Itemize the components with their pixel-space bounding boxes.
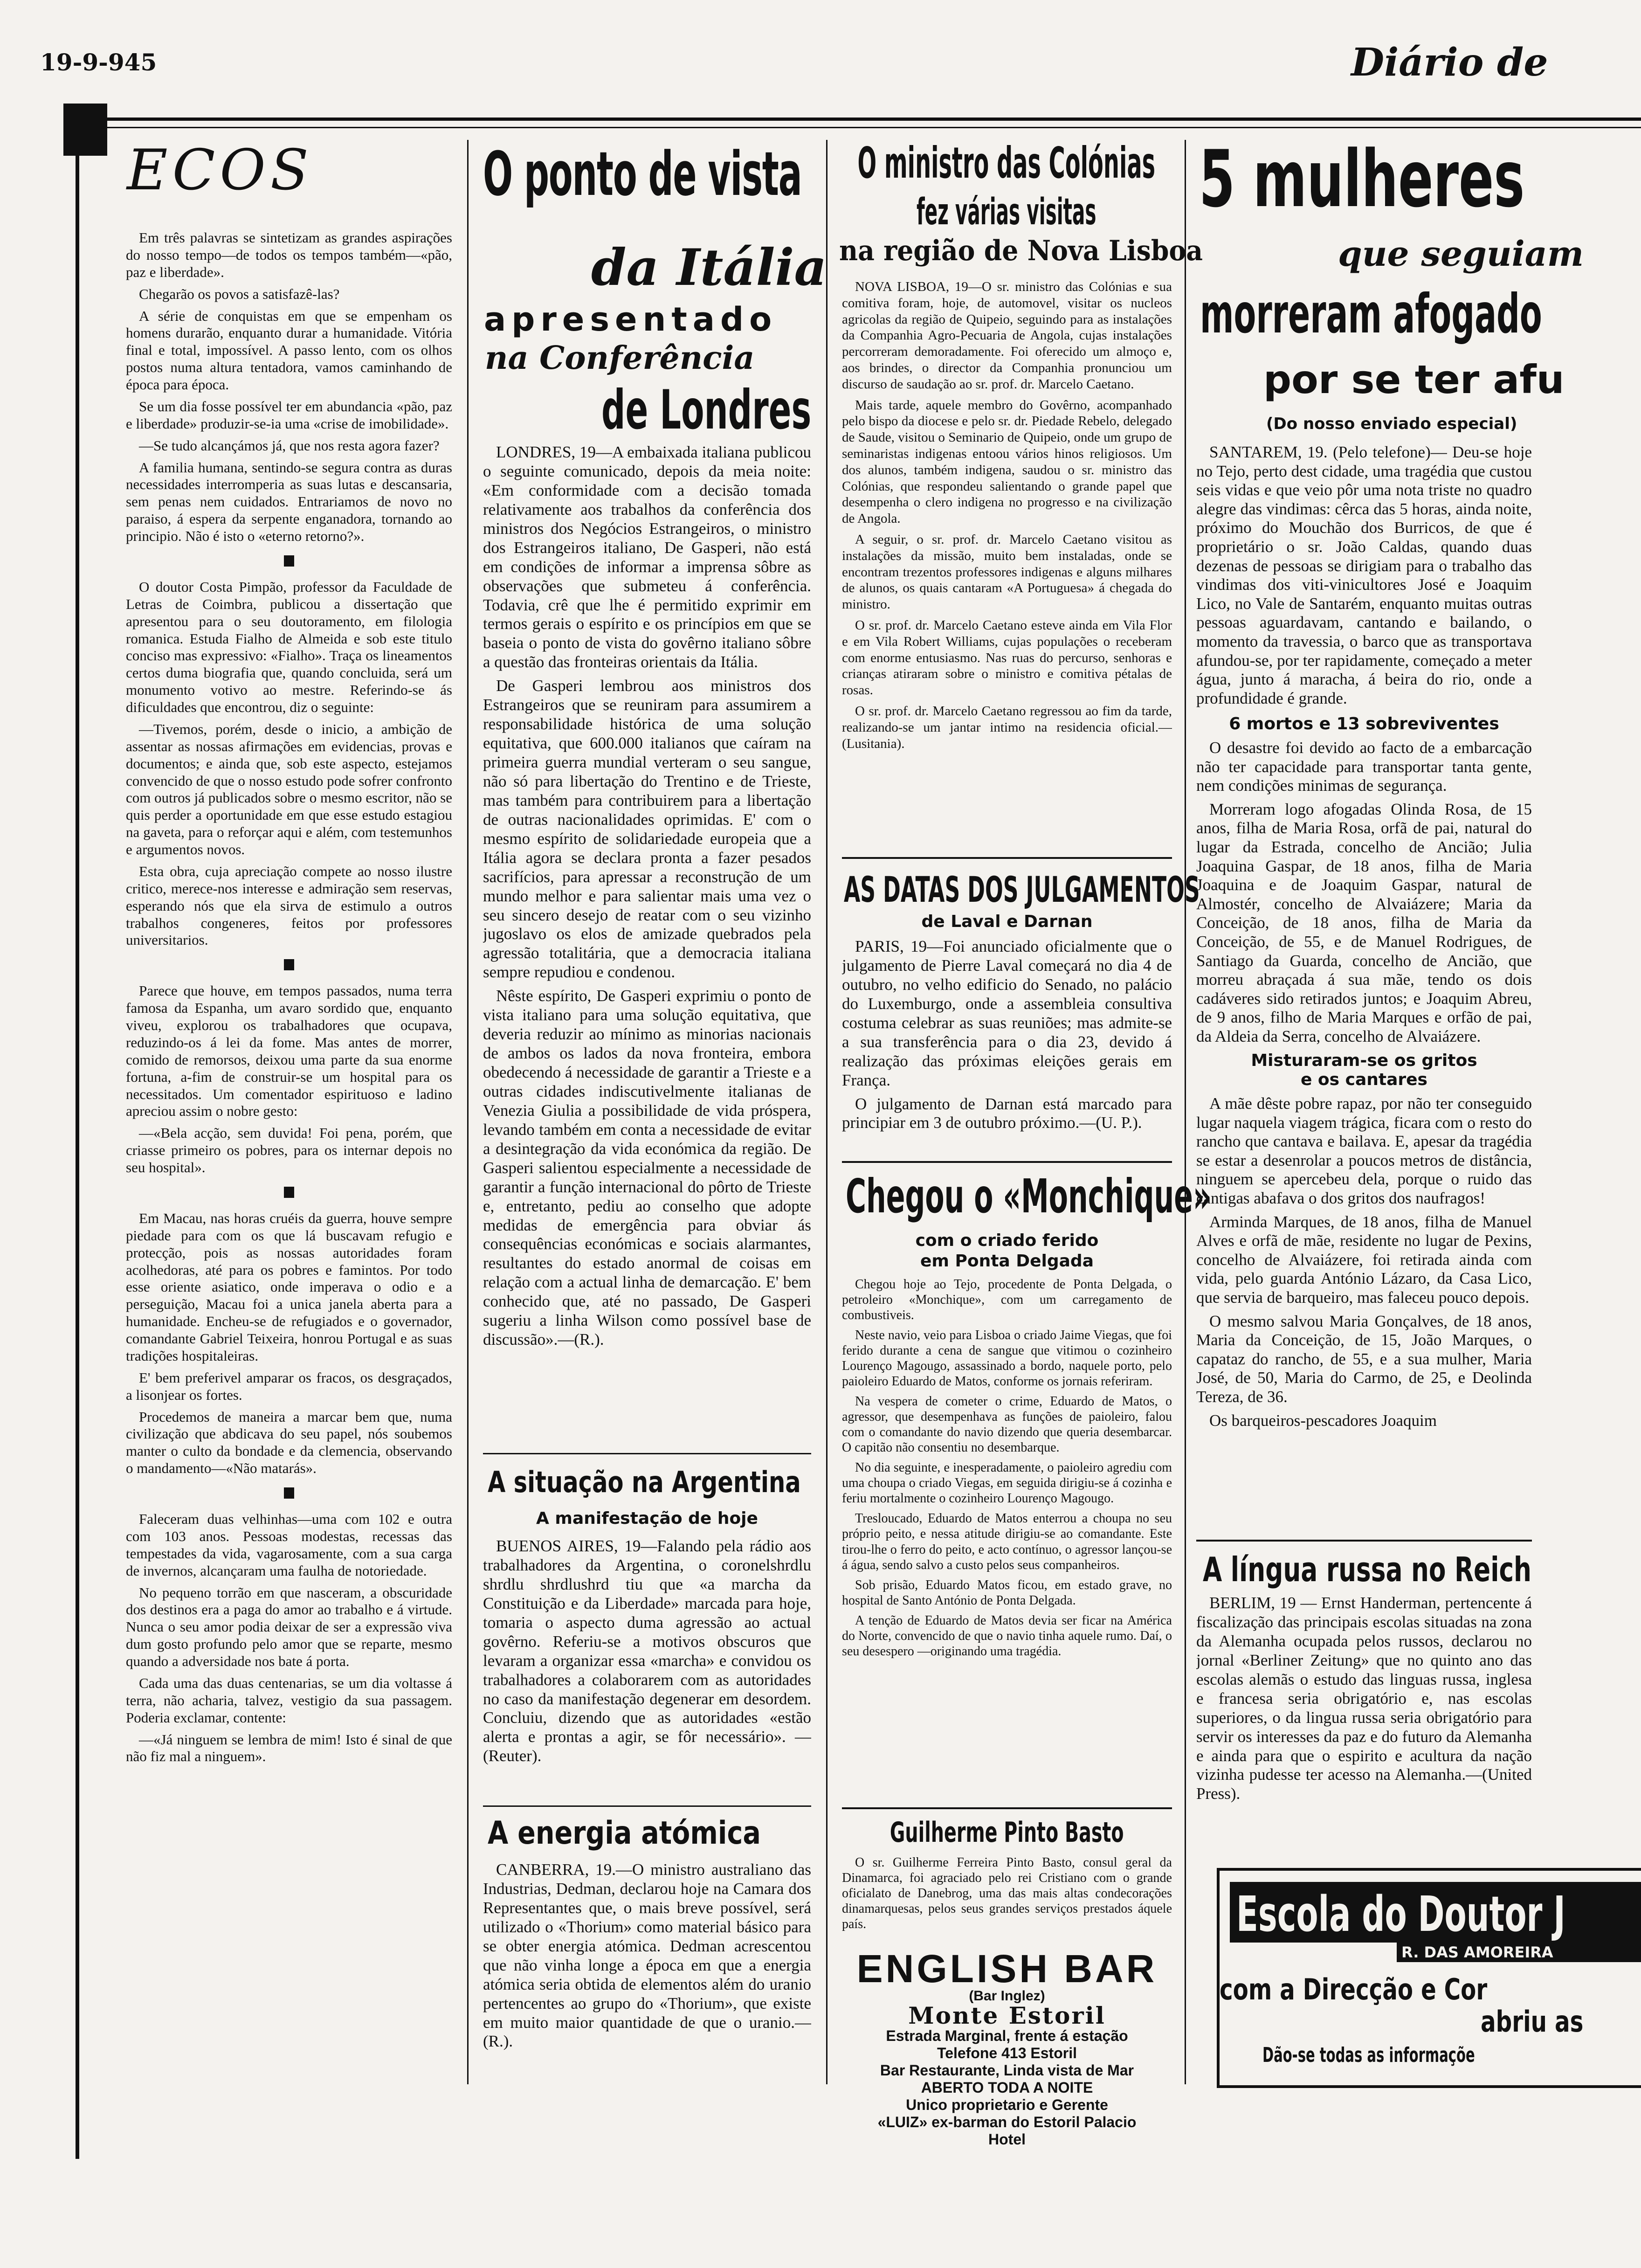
ecos-paragraph: No pequeno torrão em que nasceram, a obscuridade dos destinos era a paga do amor ao trabalho e á virtude. Nunca o seu amor podia deixar de ser a expressão viva dum gosto profundo pelo amor que se reparte, mesmo quando a adversidade nos bate á porta. bbox=[126, 1584, 452, 1669]
ecos-body bbox=[126, 229, 452, 1770]
ecos-paragraph: —«Bela acção, sem duvida! Foi pena, porém, que criasse primeiro os pobres, para os internar depois no seu hospital». bbox=[126, 1125, 452, 1175]
escola-title-bar bbox=[1230, 1882, 1641, 1943]
energia-body bbox=[483, 1860, 811, 2080]
monchique-headline: Chegou o «Monchique» bbox=[846, 1169, 1211, 1224]
ecos-paragraph: Parece que houve, em tempos passados, numa terra famosa da Espanha, um avaro sordido que, enquanto viveu, explorou os trabalhadores que ocupava, reduzindo-os á lei da fome. Mas antes de morrer, comido de remorsos, deixou uma parte da sua enorme fortuna, a-fim de construir-se um hospital para os necessitados. Um comentador espirituoso e ladino apreciou assim o nobre gesto: bbox=[126, 982, 452, 1120]
italia-headline-3: apresentado bbox=[484, 300, 778, 339]
monchique-paragraph: A tenção de Eduardo de Matos devia ser ficar na América do Norte, convencido de que o navio tinha aquele rumo. Daí, o seu desespero —originando uma tragédia. bbox=[842, 1613, 1172, 1659]
escola-ad bbox=[1217, 1868, 1641, 2088]
colonias-headline-3: na região de Nova Lisboa bbox=[839, 235, 1203, 267]
monchique-paragraph: No dia seguinte, e inesperadamente, o paioleiro agrediu com uma choupa o criado Viegas, em seguida dirigiu-se á cozinha e feriu mortalmente o cozinheiro Lourenço Magougo. bbox=[842, 1460, 1172, 1506]
argentina-subhead: A manifestação de hoje bbox=[536, 1509, 758, 1528]
ecos-paragraph: Em Macau, nas horas cruéis da guerra, houve sempre piedade para com os que lá buscavam refugio e protecção, pois as nossas autoridades foram acolhedoras, até para os pobres e famintos. Por todo esse oriente asiatico, onde imperava o odio e a perseguição, Macau foi a unica janela aberta para a humanidade. Encheu-se de refugiados e o governador, comandante Gabriel Teixeira, honrou Portugal e as suas tradições hospitaleiras. bbox=[126, 1210, 452, 1364]
monchique-paragraph: Neste navio, veio para Lisboa o criado Jaime Viegas, que foi ferido durante a cena de sangue que vitimou o cozinheiro Lourenço Magougo, assassinado a bordo, naquele porto, pelo paioleiro Eduardo de Matos, conforme os jornais referiram. bbox=[842, 1328, 1172, 1389]
mulheres-subhead: Misturaram-se os gritos bbox=[1251, 1051, 1477, 1070]
ecos-paragraph: Em três palavras se sintetizam as grandes aspirações do nosso tempo—de todos os tempos também—«pão, paz e liberdade». bbox=[126, 229, 452, 280]
ecos-paragraph: —Tivemos, porém, desde o inicio, a ambição de assentar as nossas afirmações em evidencias, provas e documentos; e ainda que, sob este aspecto, estejamos convencido de que o nosso estudo pode sofrer confronto com outros já publicados sobre o mesmo escritor, não se quis perder a oportunidade em que esse estudo estagiou na gaveta, para o reforçar aqui e além, com testemunhos e argumentos novos. bbox=[126, 720, 452, 857]
energia-paragraph: CANBERRA, 19.—O ministro australiano das Industrias, Dedman, declarou hoje na Camara dos Representantes que, o mais breve possível, será utilizado o «Thorium» como material básico para se obter energia atómica. Dedman acrescentou que não vinha longe a época em que a energia atómica seria obtida de elementos além do uranio pertencentes ao grupo do «Thorium», que existe em muito maior quantidade de que o uranio.—(R.). bbox=[483, 1860, 811, 2051]
ecos-paragraph: Chegarão os povos a satisfazê-las? bbox=[139, 285, 340, 302]
mulheres-paragraph: Os barqueiros-pescadores Joaquim bbox=[1209, 1411, 1437, 1430]
column-rule-3 bbox=[1185, 140, 1186, 2084]
russa-headline: A língua russa no Reich bbox=[1203, 1550, 1531, 1589]
julgamentos-paragraph: O julgamento de Darnan está marcado para principiar em 3 de outubro próximo.—(U. P.). bbox=[842, 1094, 1172, 1132]
pinto-basto-body bbox=[842, 1855, 1172, 1943]
mulheres-paragraph: Morreram logo afogadas Olinda Rosa, de 15 anos, filha de Maria Rosa, orfã de pai, natural do lugar da Estrada, concelho de Ancião; Julia Joaquina Gaspar, de 18 anos, filha de Maria Joaquina e de Joaquim Gaspar, natural de Almostér, concelho de Alvaiázere; Maria da Conceição, de 18 anos, filha de Maria da Conceição, de 55, e de Manuel Rodrigues, de Santiago da Guarda, concelho de Ancião, que morreu abraçada á sua mãe, tendo os dois cadáveres sido retirados juntos; e Joaquim Abreu, de 9 anos, filho de Maria Marques e orfão de pai, da Aldeia da Serra, concelho de Alvaiázere. bbox=[1196, 800, 1532, 1045]
argentina-body bbox=[483, 1537, 811, 1798]
divider bbox=[842, 1161, 1172, 1163]
colonias-paragraph: O sr. prof. dr. Marcelo Caetano regressou ao fim da tarde, realizando-se um jantar intimo na residencia oficial.—(Lusitania). bbox=[842, 703, 1172, 751]
mulheres-subhead: 6 mortos e 13 sobreviventes bbox=[1229, 714, 1499, 734]
italia-paragraph: LONDRES, 19—A embaixada italiana publicou o seguinte comunicado, depois da meia noite: «Em conformidade com a decisão tomada relativamente aos trabalhos da conferência dos ministros dos Negócios Estrangeiros, o ministro dos Estrangeiros italiano, De Gasperi, não está em condições de informar a imprensa sôbre as observações que submeteu á conferência. Todavia, crê que lhe é permitido exprimir em termos gerais o espírito e os princípios em que se baseia o ponto de vista do govêrno italiano sôbre a questão das fronteiras orientais da Itália. bbox=[483, 443, 811, 671]
ecos-paragraph: Procedemos de maneira a marcar bem que, numa civilização que abdicava do seu papel, nós soubemos manter o culto da bondade e da clemencia, observando o mandamento—«Não matarás». bbox=[126, 1408, 452, 1477]
argentina-headline: A situação na Argentina bbox=[488, 1465, 801, 1499]
english-bar-line: ABERTO TODA A NOITE bbox=[921, 2079, 1093, 2096]
masthead-rule bbox=[107, 118, 1641, 121]
colonias-headline-2: fez várias visitas bbox=[917, 191, 1096, 233]
divider bbox=[483, 1805, 811, 1807]
escola-line: abriu as bbox=[1481, 2005, 1584, 2039]
masthead-rule-thin bbox=[107, 127, 1641, 128]
julgamentos-subhead: de Laval e Darnan bbox=[921, 912, 1093, 931]
ecos-paragraph: —Se tudo alcançámos já, que nos resta agora fazer? bbox=[139, 437, 440, 454]
italia-paragraph: De Gasperi lembrou aos ministros dos Estrangeiros que se reuniram para assumirem a responsabilidade histórica de uma solução equitativa, que 600.000 italianos que caíram na primeira guerra mundial verteram o seu sangue, não só para libertação do Trentino e de Trieste, mas também para contribuirem para a libertação de outras nacionalidades oprimidas. E' com o mesmo espírito de solidariedade europeia que a Itália agora se declara pronta a fazer pesados sacrifícios, para apressar a reconstrução de um mundo melhor e para salientar mais uma vez o seu sincero desejo de reatar com o seu vizinho jugoslavo os elos de amizade quebrados pela agressão totalitária, que a democracia italiana sempre repudiou e condenou. bbox=[483, 677, 811, 982]
colonias-paragraph: NOVA LISBOA, 19—O sr. ministro das Colónias e sua comitiva foram, hoje, de automovel, visitar os nucleos agricolas da região de Quipeio, seguindo para as instalações da Companhia Agro-Pecuaria de Angola, cujas instalações percorreram demoradamente. Foi oferecido um almoço e, aos brindes, o director da Companhia pronunciou um discurso de saudação ao sr. prof. dr. Marcelo Caetano. bbox=[842, 279, 1172, 392]
russa-paragraph: BERLIM, 19 — Ernst Handerman, pertencente á fiscalização das principais escolas situadas na zona da Alemanha ocupada pelos russos, declarou no jornal «Berliner Zeitung» que no quinto ano das escolas alemãs o estudo das linguas russa, inglesa e francesa seria obrigatório e, nas escolas superiores, o da lingua russa seria obrigatório para servir os interesses da paz e do futuro da Alemanha e ainda para que o espirito e acultura da nação vizinha pudesse ter acesso na Alemanha.—(United Press). bbox=[1196, 1594, 1532, 1803]
margin-block bbox=[63, 104, 107, 156]
mulheres-headline-3: morreram afogado bbox=[1200, 283, 1542, 346]
ecos-paragraph: Se um dia fosse possível ter em abundancia «pão, paz e liberdade» produzir-se-ia uma «crise de imobilidade». bbox=[126, 398, 452, 432]
ecos-section bbox=[126, 140, 452, 2080]
escola-title: Escola do Doutor J bbox=[1236, 1886, 1565, 1943]
monchique-subhead-1: com o criado ferido bbox=[915, 1231, 1099, 1250]
mulheres-headline-4: por se ter afu bbox=[1263, 357, 1565, 402]
english-bar-line: «LUIZ» ex-barman do Estoril Palacio bbox=[877, 2114, 1137, 2130]
paper-name: Diário de bbox=[1351, 40, 1548, 85]
mulheres-paragraph: Arminda Marques, de 18 anos, filha de Manuel Alves e orfã de mãe, residente no lugar de Pexins, concelho de Alvaiázere, foi retirada ainda com vida, pelo guarda António Lázaro, da Casa Lico, que servia de barqueiro, mas faleceu pouco depois. bbox=[1196, 1212, 1532, 1307]
ecos-paragraph: Esta obra, cuja apreciação compete ao nosso ilustre critico, merece-nos interesse e admiração sem reservas, esperando nós que ela sirva de estimulo a outros trabalhos congeneres, feitos por professores universitarios. bbox=[126, 863, 452, 948]
divider bbox=[842, 1807, 1172, 1809]
ecos-paragraph: Cada uma das duas centenarias, se um dia voltasse á terra, não acharia, talvez, vestigio da sua passagem. Poderia exclamar, contente: bbox=[126, 1674, 452, 1726]
colonias-paragraph: Mais tarde, aquele membro do Govêrno, acompanhado pelo bispo da diocese e pelo sr. dr. Piedade Rebelo, delegado de Saude, visitou o Seminario de Quipeio, onde um grupo de seminaristas indigenas entoou vários hinos religiosos. Um dos alunos, também indigena, saudou o sr. ministro das Colónias, que respondeu salientando o grande papel que desempenha o clero indigena no progresso e na civilização de Angola. bbox=[842, 397, 1172, 526]
italia-headline-2: da Itália bbox=[591, 238, 827, 297]
julgamentos-headline: AS DATAS DOS JULGAMENTOS bbox=[844, 869, 1200, 910]
mulheres-paragraph: O desastre foi devido ao facto de a embarcação não ter capacidade para transportar tanta gente, nem condições minimas de segurança. bbox=[1196, 739, 1532, 795]
issue-date: 19-9-945 bbox=[40, 48, 157, 76]
escola-address: R. DAS AMOREIRA bbox=[1397, 1943, 1641, 1962]
mulheres-paragraph: O mesmo salvou Maria Gonçalves, de 18 anos, Maria da Conceição, de 15, João Marques, o capataz do rancho, de 55, e a sua mulher, Maria José, de 50, Maria do Carmo, de 25, e Deolinda Tereza, de 36. bbox=[1196, 1312, 1532, 1406]
mulheres-paragraph: A mãe dêste pobre rapaz, por não ter conseguido lugar naquela viagem trágica, ficara com o resto do rancho que cantava e bailava. E, apesar da tragédia se estar a desenrolar a poucos metros de distância, ninguem se apercebeu dela, porque o ruido das cantigas abafava o dos gritos dos naufragos! bbox=[1196, 1094, 1532, 1208]
section-bullet bbox=[284, 1487, 294, 1499]
ecos-paragraph: O doutor Costa Pimpão, professor da Faculdade de Letras de Coimbra, publicou a dissertação que apresentou para o seu doutoramento, em filologia romanica. Estuda Fialho de Almeida e sob este titulo conciso mas expressivo: «Fialho». Traça os lineamentos certos duma biografia que, quando concluida, será um monumento votivo ao mestre. Referindo-se ás dificuldades que encontrou, diz o seguinte: bbox=[126, 578, 452, 715]
pinto-basto-headline: Guilherme Pinto Basto bbox=[889, 1816, 1124, 1849]
english-bar-line: Telefone 413 Estoril bbox=[937, 2045, 1077, 2061]
section-bullet bbox=[284, 959, 294, 970]
energia-headline: A energia atómica bbox=[488, 1815, 761, 1852]
mulheres-byline: (Do nosso enviado especial) bbox=[1266, 415, 1517, 433]
ecos-paragraph: A série de conquistas em que se empenham os homens durarão, enquanto durar a humanidade. Vitória final e total, impossível. A passo lento, com os olhos postos numa altura tentadora, vamos caminhando de época para época. bbox=[126, 307, 452, 393]
julgamentos-body bbox=[842, 937, 1172, 1152]
column-rule-1 bbox=[467, 140, 469, 2084]
left-margin-rule bbox=[76, 154, 79, 2159]
ecos-paragraph: A familia humana, sentindo-se segura contra as duras necessidades interromperia as suas lutas e descansaria, sem penas nem cuidados. Entrariamos de novo no paraiso, á espera da serpente enganadora, tornando ao principio. Não é isto o «eterno retorno?». bbox=[126, 459, 452, 544]
monchique-paragraph: Chegou hoje ao Tejo, procedente de Ponta Delgada, o petroleiro «Monchique», com um carregamento de combustiveis. bbox=[842, 1277, 1172, 1323]
colonias-paragraph: O sr. prof. dr. Marcelo Caetano esteve ainda em Vila Flor e em Vila Robert Williams, cujas populações o receberam com enorme entusiasmo. Nas ruas do percurso, senhoras e crianças atiraram sobre o ministro e comitiva pétalas de rosas. bbox=[842, 617, 1172, 698]
monchique-subhead-2: em Ponta Delgada bbox=[920, 1252, 1094, 1271]
divider bbox=[1196, 1540, 1532, 1542]
monchique-body bbox=[842, 1277, 1172, 1804]
mulheres-subhead: e os cantares bbox=[1300, 1070, 1427, 1090]
ecos-paragraph: E' bem preferivel amparar os fracos, os desgraçados, a lisonjear os fortes. bbox=[126, 1369, 452, 1403]
escola-line: com a Direcção e Cor bbox=[1220, 1972, 1488, 2006]
argentina-paragraph: BUENOS AIRES, 19—Falando pela rádio aos trabalhadores da Argentina, o coronelshrdlu shrdlu shrdlushrd tiu que «a marcha da Constituição e da Liberdade» marcada para hoje, tomaria o aspecto duma agressão ao actual govêrno. Referiu-se a motivos obscuros que levaram a organizar essa «marcha» e convidou os trabalhadores a colaborarem com as autoridades no caso da manifestação degenerar em desordem. Concluiu, dizendo que as autoridades «estão alerta e prontas a agir, se fôr necessário». — (Reuter). bbox=[483, 1537, 811, 1765]
mulheres-headline-1: 5 mulheres bbox=[1199, 133, 1525, 225]
divider bbox=[842, 857, 1172, 859]
colonias-headline-1: O ministro das Colónias bbox=[857, 138, 1156, 188]
escola-line: Dão-se todas as informaçõe bbox=[1262, 2043, 1475, 2067]
english-bar-location: Monte Estoril bbox=[908, 2002, 1106, 2029]
column-rule-2 bbox=[826, 140, 827, 2084]
mulheres-paragraph: SANTAREM, 19. (Pelo telefone)— Deu-se hoje no Tejo, perto dest cidade, uma tragédia que custou seis vidas e que veio pôr uma nota triste no quadro alegre das vindimas: cêrca das 5 horas, ainda noite, próximo do Mouchão dos Burricos, de que é proprietário o sr. João Caldas, quando duas dezenas de pessoas se dirigiam para o trabalho das vindimas dos viti-vinicultores José e Joaquim Lico, no Vale de Santarém, enquanto muitas outras pessoas aguardavam, cantando e bailando, o momento da travessia, o barco que as transportava afundou-se, por ter rapidamente, começado a meter água, junto á maracha, á beira do rio, onde a profundidade é grande. bbox=[1196, 443, 1532, 707]
divider bbox=[483, 1453, 811, 1454]
mulheres-headline-2: que seguiam bbox=[1338, 234, 1584, 274]
monchique-paragraph: Sob prisão, Eduardo Matos ficou, em estado grave, no hospital de Santo António de Ponta Delgada. bbox=[842, 1577, 1172, 1608]
section-bullet bbox=[284, 1187, 294, 1198]
monchique-paragraph: Tresloucado, Eduardo de Matos enterrou a choupa no seu próprio peito, e nessa atitude dirigiu-se ao comandante. Este tirou-lhe o ferro do peito, e acto contínuo, o agressor lançou-se á água, sendo salvo a custo pelos seus companheiros. bbox=[842, 1511, 1172, 1572]
italia-headline-5: de Londres bbox=[601, 379, 812, 442]
colonias-body bbox=[842, 279, 1172, 848]
colonias-paragraph: A seguir, o sr. prof. dr. Marcelo Caetano visitou as instalações da missão, muito bem instaladas, onde se encontram trezentos professores indigenas e alguns milhares de alunos, os quais cantaram «A Portuguesa» á chegada do ministro. bbox=[842, 532, 1172, 612]
english-bar-line: Unico proprietario e Gerente bbox=[906, 2096, 1108, 2113]
julgamentos-paragraph: PARIS, 19—Foi anunciado oficialmente que o julgamento de Pierre Laval começará no dia 4 de outubro, no velho edificio do Senado, no palácio do Luxemburgo, onde a assembleia consultiva costuma celebrar as suas reuniões; mas admite-se a sua transferência para o dia 23, devido á realização das próximas eleições gerais em França. bbox=[842, 937, 1172, 1089]
english-bar-title: ENGLISH BAR bbox=[856, 1947, 1158, 1991]
ecos-paragraph: —«Já ninguem se lembra de mim! Isto é sinal de que não fiz mal a ninguem». bbox=[126, 1731, 452, 1765]
italia-paragraph: Nêste espírito, De Gasperi exprimiu o ponto de vista italiano para uma solução equitativa, que deveria reduzir ao mínimo as minorias nacionais de ambos os lados da nova fronteira, embora obedecendo á necessidade de garantir a Trieste e a outras cidades indiscutivelmente italianas de Venezia Giulia a possibilidade de vida próspera, levando também em conta a necessidade de evitar a desintegração da vida económica da região. De Gasperi salientou especialmente a necessidade de garantir a função internacional do pôrto de Trieste e, entretanto, pediu ao conselho que adopte medidas de emergência para obviar ás consequências económicas e sociais alarmantes, resultantes do estado anormal de coisas em relação com a actual linha de demarcação. E' bem conhecido que, até no passado, De Gasperi sugeriu a linha Wilson como possível base de discussão».—(R.). bbox=[483, 987, 811, 1349]
english-bar-line: Estrada Marginal, frente á estação bbox=[886, 2027, 1128, 2044]
english-bar-line: Hotel bbox=[988, 2131, 1026, 2148]
italia-headline-1: O ponto de vista bbox=[483, 138, 802, 209]
russa-body bbox=[1196, 1594, 1532, 1860]
italia-headline-4: na Conferência bbox=[485, 339, 755, 377]
italia-body bbox=[483, 443, 811, 1445]
english-bar-line: Bar Restaurante, Linda vista de Mar bbox=[880, 2062, 1134, 2079]
pinto-basto-paragraph: O sr. Guilherme Ferreira Pinto Basto, consul geral da Dinamarca, foi agraciado pelo rei Cristiano com o grande oficialato de Danebrog, uma das mais altas condecorações dinamarquesas, pelos seus grandes serviços prestados áquele país. bbox=[842, 1855, 1172, 1932]
section-bullet bbox=[284, 555, 294, 567]
ecos-paragraph: Faleceram duas velhinhas—uma com 102 e outra com 103 anos. Pessoas modestas, recessas das tempestades da vida, vagarosamente, com a sua carga de invernos, alcançaram uma faulha de notoriedade. bbox=[126, 1511, 452, 1579]
english-bar-ad bbox=[842, 1947, 1172, 2148]
monchique-paragraph: Na vespera de cometer o crime, Eduardo de Matos, o agressor, que desempenhava as funções de paioleiro, falou com o comandante do navio dizendo que queria desembarcar. O capitão não consentiu no desembarque. bbox=[842, 1394, 1172, 1455]
english-bar-subtitle: (Bar Inglez) bbox=[969, 1988, 1045, 2004]
ecos-title: ECOS bbox=[127, 138, 313, 203]
